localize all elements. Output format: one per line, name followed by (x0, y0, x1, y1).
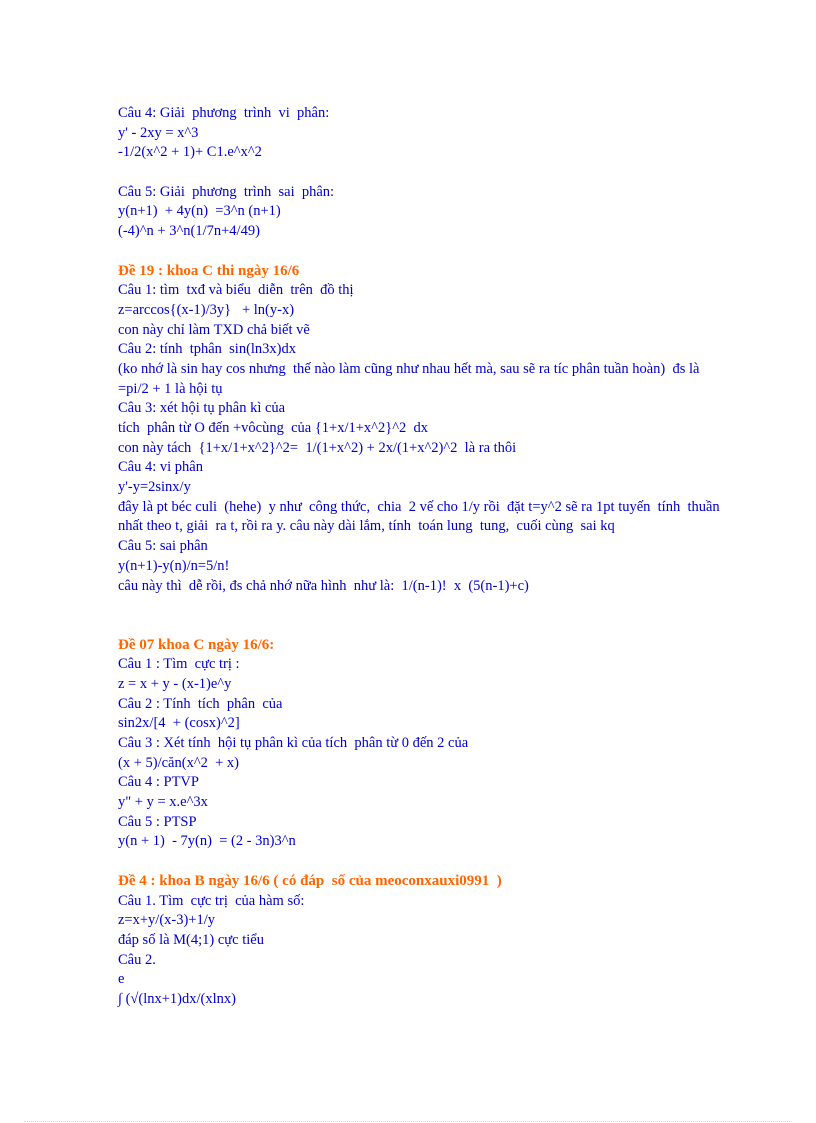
text-line: -1/2(x^2 + 1)+ C1.e^x^2 (118, 144, 262, 161)
text-line: Câu 2. (118, 951, 156, 968)
text-line: tích phân từ O đến +vôcùng của {1+x/1+x^2}^2 dx (118, 420, 428, 436)
page-bottom-rule (24, 1121, 792, 1122)
text-line: Câu 5 : PTSP (118, 813, 197, 830)
exam-heading: Đề 07 khoa C ngày 16/6: (118, 636, 275, 653)
text-line: con này chỉ làm TXD chả biết vẽ (118, 321, 310, 338)
text-line: Câu 3 : Xét tính hội tụ phân kì của tích phân từ 0 đến 2 của (118, 735, 469, 752)
text-line: Câu 1: tìm txđ và biểu diễn trên đồ thị (118, 282, 354, 299)
text-line: z = x + y - (x-1)e^y (118, 675, 232, 692)
blank-line (118, 852, 768, 872)
text-line: (ko nhớ là sin hay cos nhưng thế nào làm cũng như nhau hết mà, sau sẽ ra tíc phân tuần hoàn) đs là (118, 360, 700, 377)
blank-line (118, 242, 768, 262)
text-line: y(n+1) + 4y(n) =3^n (n+1) (118, 203, 281, 220)
text-line: (x + 5)/căn(x^2 + x) (118, 754, 239, 771)
text-line: Câu 1. Tìm cực trị của hàm số: (118, 892, 305, 909)
text-line: sin2x/[4 + (cosx)^2] (118, 715, 240, 732)
text-line: đáp số là M(4;1) cực tiểu (118, 931, 264, 948)
text-line: Câu 5: sai phân (118, 538, 208, 555)
text-line: Câu 1 : Tìm cực trị : (118, 656, 240, 673)
text-line: z=arccos{(x-1)/3y} + ln(y-x) (118, 301, 295, 318)
exam-heading: Đề 19 : khoa C thi ngày 16/6 (118, 262, 300, 279)
text-line: Câu 4 : PTVP (118, 774, 199, 791)
text-line: y(n + 1) - 7y(n) = (2 - 3n)3^n (118, 833, 296, 850)
text-line: e (118, 971, 125, 988)
text-line: đây là pt béc culi (hehe) y như công thức, chia 2 vế cho 1/y rồi đặt t=y^2 sẽ ra 1pt tuyến tính thuần (118, 498, 720, 515)
text-line: y' - 2xy = x^3 (118, 124, 199, 141)
text-line: y(n+1)-y(n)/n=5/n! (118, 557, 230, 574)
text-line: Câu 2 : Tính tích phân của (118, 695, 283, 712)
text-line: y" + y = x.e^3x (118, 794, 208, 811)
text-line: Câu 4: vi phân (118, 459, 203, 476)
blank-space (118, 596, 768, 635)
document-body (118, 104, 768, 1010)
exam-heading: Đề 4 : khoa B ngày 16/6 ( có đáp số của meoconxauxi0991 ) (118, 872, 502, 889)
text-line: y'-y=2sinx/y (118, 479, 191, 496)
text-line: Câu 2: tính tphân sin(ln3x)dx (118, 341, 297, 358)
text-line: Câu 3: xét hội tụ phân kì của (118, 400, 286, 417)
blank-line (118, 163, 768, 183)
text-line: (-4)^n + 3^n(1/7n+4/49) (118, 223, 260, 240)
text-line: câu này thì dễ rồi, đs chả nhớ nữa hình như là: 1/(n-1)! x (5(n-1)+c) (118, 577, 529, 594)
text-line: z=x+y/(x-3)+1/y (118, 912, 216, 929)
text-line: =pi/2 + 1 là hội tụ (118, 380, 223, 397)
text-line: Câu 4: Giải phương trình vi phân: (118, 105, 330, 121)
text-line: Câu 5: Giải phương trình sai phân: (118, 183, 335, 200)
text-line: con này tách {1+x/1+x^2}^2= 1/(1+x^2) + 2x/(1+x^2)^2 là ra thôi (118, 439, 517, 456)
text-line: nhất theo t, giải ra t, rồi ra y. câu này dài lắm, tính toán lung tung, cuối cùng sai kq (118, 518, 615, 535)
text-line: ∫ (√(lnx+1)dx/(xlnx) (118, 990, 236, 1007)
